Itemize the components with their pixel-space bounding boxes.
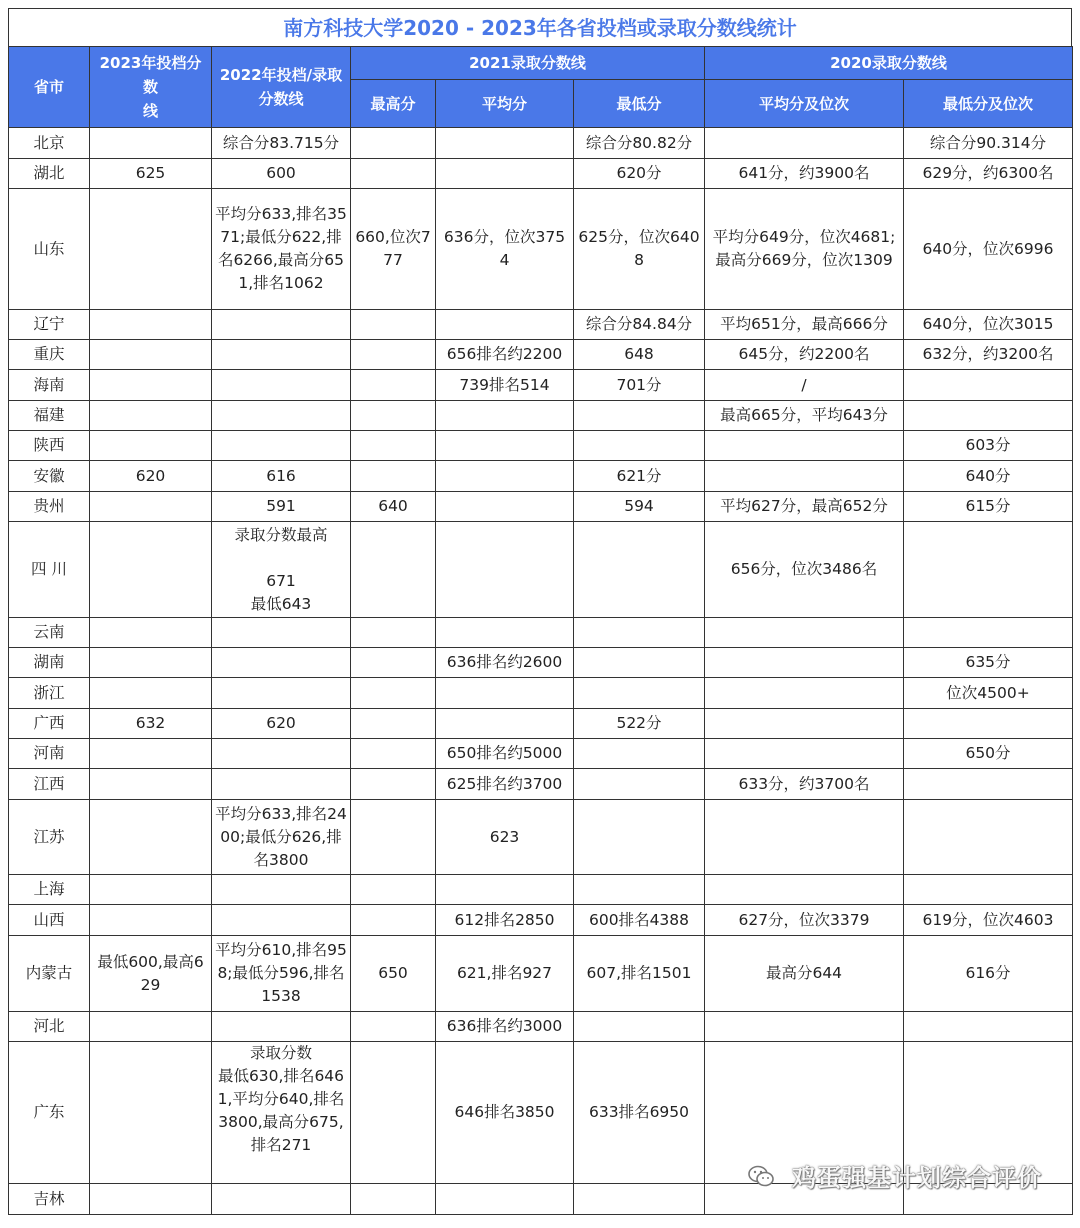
cell-2021-max bbox=[351, 128, 436, 159]
cell-2020-avg bbox=[705, 678, 904, 709]
cell-2020-min: 635分 bbox=[904, 648, 1073, 678]
cell-2021-max bbox=[351, 461, 436, 492]
cell-2020-min: 619分，位次4603 bbox=[904, 905, 1073, 936]
cell-2021-min: 522分 bbox=[574, 709, 705, 739]
cell-2021-min: 综合分80.82分 bbox=[574, 128, 705, 159]
cell-2021-min: 607,排名1501 bbox=[574, 936, 705, 1012]
cell-province: 陕西 bbox=[9, 431, 90, 461]
cell-2023 bbox=[90, 492, 212, 522]
cell-2022: 平均分633,排名2400;最低分626,排名3800 bbox=[212, 800, 351, 875]
table-row bbox=[9, 340, 1073, 370]
table-row bbox=[9, 800, 1073, 875]
cell-2021-avg: 636排名约2600 bbox=[436, 648, 574, 678]
cell-2021-avg bbox=[436, 709, 574, 739]
cell-2020-avg bbox=[705, 1012, 904, 1042]
cell-2020-avg: 平均分649分，位次4681;最高分669分，位次1309 bbox=[705, 189, 904, 310]
cell-2021-min bbox=[574, 648, 705, 678]
cell-2020-avg: 最高665分，平均643分 bbox=[705, 401, 904, 431]
cell-2021-max bbox=[351, 431, 436, 461]
cell-2021-max bbox=[351, 340, 436, 370]
cell-2020-avg: 最高分644 bbox=[705, 936, 904, 1012]
cell-2021-min bbox=[574, 769, 705, 800]
cell-2021-max bbox=[351, 522, 436, 618]
cell-2020-min: 632分，约3200名 bbox=[904, 340, 1073, 370]
cell-2023 bbox=[90, 739, 212, 769]
cell-province: 广西 bbox=[9, 709, 90, 739]
cell-2022 bbox=[212, 905, 351, 936]
cell-province: 海南 bbox=[9, 370, 90, 401]
cell-province: 上海 bbox=[9, 875, 90, 905]
table-row bbox=[9, 1012, 1073, 1042]
table-row bbox=[9, 905, 1073, 936]
cell-2020-min: 640分，位次3015 bbox=[904, 310, 1073, 340]
cell-2022 bbox=[212, 875, 351, 905]
cell-2021-min bbox=[574, 739, 705, 769]
cell-province: 河北 bbox=[9, 1012, 90, 1042]
cell-2021-avg bbox=[436, 310, 574, 340]
cell-province: 山西 bbox=[9, 905, 90, 936]
cell-2020-avg: 平均627分，最高652分 bbox=[705, 492, 904, 522]
cell-2021-max bbox=[351, 648, 436, 678]
table-row bbox=[9, 739, 1073, 769]
cell-2020-avg bbox=[705, 875, 904, 905]
cell-province: 浙江 bbox=[9, 678, 90, 709]
cell-2022: 平均分610,排名958;最低分596,排名1538 bbox=[212, 936, 351, 1012]
cell-2023 bbox=[90, 678, 212, 709]
cell-2021-min: 600排名4388 bbox=[574, 905, 705, 936]
cell-2021-avg bbox=[436, 128, 574, 159]
cell-2021-max: 650 bbox=[351, 936, 436, 1012]
cell-province: 吉林 bbox=[9, 1184, 90, 1215]
cell-province: 山东 bbox=[9, 189, 90, 310]
cell-province: 江西 bbox=[9, 769, 90, 800]
cell-2022: 平均分633,排名3571;最低分622,排名6266,最高分651,排名1062 bbox=[212, 189, 351, 310]
table-row bbox=[9, 522, 1073, 618]
cell-2021-avg: 625排名约3700 bbox=[436, 769, 574, 800]
header-province: 省市 bbox=[9, 47, 90, 128]
cell-2020-avg: 645分，约2200名 bbox=[705, 340, 904, 370]
cell-2021-min bbox=[574, 401, 705, 431]
cell-2022 bbox=[212, 648, 351, 678]
cell-2021-max bbox=[351, 1012, 436, 1042]
cell-2023: 625 bbox=[90, 159, 212, 189]
cell-2020-min: 616分 bbox=[904, 936, 1073, 1012]
header-2022: 2022年投档/录取分数线 bbox=[212, 47, 351, 128]
table-row bbox=[9, 936, 1073, 1012]
cell-2020-avg: 656分，位次3486名 bbox=[705, 522, 904, 618]
cell-2022: 综合分83.715分 bbox=[212, 128, 351, 159]
table-row bbox=[9, 370, 1073, 401]
cell-2020-min bbox=[904, 401, 1073, 431]
cell-2023 bbox=[90, 648, 212, 678]
cell-2020-min bbox=[904, 522, 1073, 618]
table-row bbox=[9, 310, 1073, 340]
cell-2021-max bbox=[351, 401, 436, 431]
cell-2023 bbox=[90, 431, 212, 461]
header-2021-avg: 平均分 bbox=[436, 80, 574, 128]
cell-2021-max bbox=[351, 769, 436, 800]
cell-2023 bbox=[90, 618, 212, 648]
cell-province: 贵州 bbox=[9, 492, 90, 522]
header-2021-max: 最高分 bbox=[351, 80, 436, 128]
cell-2023: 632 bbox=[90, 709, 212, 739]
cell-2023 bbox=[90, 905, 212, 936]
cell-2022 bbox=[212, 370, 351, 401]
cell-2020-avg: 平均651分，最高666分 bbox=[705, 310, 904, 340]
cell-2021-min: 621分 bbox=[574, 461, 705, 492]
cell-2021-max: 640 bbox=[351, 492, 436, 522]
cell-2021-avg: 650排名约5000 bbox=[436, 739, 574, 769]
cell-2021-avg bbox=[436, 875, 574, 905]
score-table-container bbox=[8, 8, 1072, 1215]
table-row bbox=[9, 401, 1073, 431]
cell-province: 湖北 bbox=[9, 159, 90, 189]
cell-2021-max bbox=[351, 618, 436, 648]
cell-2021-avg bbox=[436, 159, 574, 189]
cell-2020-min bbox=[904, 709, 1073, 739]
cell-2020-min bbox=[904, 769, 1073, 800]
cell-2021-min bbox=[574, 678, 705, 709]
cell-2023 bbox=[90, 800, 212, 875]
cell-province: 广东 bbox=[9, 1042, 90, 1184]
cell-2022: 录取分数 最低630,排名6461,平均分640,排名3800,最高分675,排名271 bbox=[212, 1042, 351, 1184]
cell-2023 bbox=[90, 875, 212, 905]
cell-2023 bbox=[90, 310, 212, 340]
cell-2020-min bbox=[904, 370, 1073, 401]
cell-2021-avg bbox=[436, 461, 574, 492]
cell-2021-min: 701分 bbox=[574, 370, 705, 401]
cell-2021-avg: 621,排名927 bbox=[436, 936, 574, 1012]
cell-2020-avg bbox=[705, 800, 904, 875]
cell-2020-min bbox=[904, 800, 1073, 875]
table-row bbox=[9, 678, 1073, 709]
cell-2021-min: 综合分84.84分 bbox=[574, 310, 705, 340]
cell-2020-min: 603分 bbox=[904, 431, 1073, 461]
cell-2021-min bbox=[574, 1012, 705, 1042]
cell-2021-max bbox=[351, 678, 436, 709]
table-row bbox=[9, 461, 1073, 492]
cell-2020-avg bbox=[705, 709, 904, 739]
cell-2021-min bbox=[574, 875, 705, 905]
cell-2023: 620 bbox=[90, 461, 212, 492]
cell-2023 bbox=[90, 189, 212, 310]
cell-2020-avg bbox=[705, 461, 904, 492]
cell-2021-min bbox=[574, 800, 705, 875]
cell-2020-avg: 627分，位次3379 bbox=[705, 905, 904, 936]
cell-2021-avg bbox=[436, 618, 574, 648]
cell-province: 内蒙古 bbox=[9, 936, 90, 1012]
cell-2021-max bbox=[351, 1184, 436, 1215]
cell-2020-avg bbox=[705, 739, 904, 769]
cell-2022: 616 bbox=[212, 461, 351, 492]
cell-2021-avg: 656排名约2200 bbox=[436, 340, 574, 370]
cell-2021-min bbox=[574, 618, 705, 648]
header-2021-min: 最低分 bbox=[574, 80, 705, 128]
cell-2020-avg: / bbox=[705, 370, 904, 401]
table-row bbox=[9, 189, 1073, 310]
cell-2021-avg: 636排名约3000 bbox=[436, 1012, 574, 1042]
header-2020-min: 最低分及位次 bbox=[904, 80, 1073, 128]
cell-2021-max bbox=[351, 1042, 436, 1184]
table-row bbox=[9, 492, 1073, 522]
cell-2022 bbox=[212, 401, 351, 431]
cell-2021-max bbox=[351, 310, 436, 340]
cell-2022 bbox=[212, 340, 351, 370]
cell-2020-min: 650分 bbox=[904, 739, 1073, 769]
table-row bbox=[9, 159, 1073, 189]
cell-2021-avg: 646排名3850 bbox=[436, 1042, 574, 1184]
cell-2022 bbox=[212, 1012, 351, 1042]
cell-2020-min bbox=[904, 1012, 1073, 1042]
cell-province: 北京 bbox=[9, 128, 90, 159]
cell-province: 重庆 bbox=[9, 340, 90, 370]
table-row bbox=[9, 128, 1073, 159]
cell-2020-avg bbox=[705, 431, 904, 461]
cell-2020-min: 位次4500+ bbox=[904, 678, 1073, 709]
cell-2021-max bbox=[351, 800, 436, 875]
cell-2023 bbox=[90, 1184, 212, 1215]
cell-2020-min: 629分，约6300名 bbox=[904, 159, 1073, 189]
cell-2020-min: 综合分90.314分 bbox=[904, 128, 1073, 159]
score-table bbox=[8, 46, 1073, 1215]
cell-2022 bbox=[212, 310, 351, 340]
cell-2022 bbox=[212, 431, 351, 461]
cell-2020-min bbox=[904, 618, 1073, 648]
cell-2022: 620 bbox=[212, 709, 351, 739]
cell-2022: 591 bbox=[212, 492, 351, 522]
cell-2021-min: 633排名6950 bbox=[574, 1042, 705, 1184]
cell-2021-max bbox=[351, 709, 436, 739]
table-row bbox=[9, 648, 1073, 678]
cell-2020-avg: 633分，约3700名 bbox=[705, 769, 904, 800]
cell-2021-avg bbox=[436, 431, 574, 461]
cell-2021-max bbox=[351, 370, 436, 401]
cell-2021-avg: 623 bbox=[436, 800, 574, 875]
cell-2021-min: 594 bbox=[574, 492, 705, 522]
table-title: 南方科技大学2020 - 2023年各省投档或录取分数线统计 bbox=[8, 8, 1072, 46]
cell-2021-avg bbox=[436, 492, 574, 522]
cell-2021-max bbox=[351, 159, 436, 189]
cell-2021-min bbox=[574, 1184, 705, 1215]
cell-2022 bbox=[212, 1184, 351, 1215]
cell-2023 bbox=[90, 1012, 212, 1042]
cell-2022: 录取分数最高 671 最低643 bbox=[212, 522, 351, 618]
cell-2021-avg: 636分，位次3754 bbox=[436, 189, 574, 310]
cell-2023 bbox=[90, 769, 212, 800]
cell-2023 bbox=[90, 1042, 212, 1184]
cell-2020-avg bbox=[705, 128, 904, 159]
cell-2021-min: 648 bbox=[574, 340, 705, 370]
cell-2021-avg bbox=[436, 522, 574, 618]
cell-2023 bbox=[90, 340, 212, 370]
cell-2021-min bbox=[574, 431, 705, 461]
header-2020-avg: 平均分及位次 bbox=[705, 80, 904, 128]
cell-2021-min: 625分，位次6408 bbox=[574, 189, 705, 310]
cell-2021-avg: 612排名2850 bbox=[436, 905, 574, 936]
cell-2023: 最低600,最高629 bbox=[90, 936, 212, 1012]
cell-2022: 600 bbox=[212, 159, 351, 189]
cell-2023 bbox=[90, 522, 212, 618]
cell-2020-min: 640分，位次6996 bbox=[904, 189, 1073, 310]
header-2021: 2021录取分数线 bbox=[351, 47, 705, 80]
cell-2021-min: 620分 bbox=[574, 159, 705, 189]
cell-2021-avg: 739排名514 bbox=[436, 370, 574, 401]
cell-2023 bbox=[90, 128, 212, 159]
watermark bbox=[747, 1158, 1042, 1194]
cell-province: 辽宁 bbox=[9, 310, 90, 340]
cell-2022 bbox=[212, 618, 351, 648]
table-row bbox=[9, 431, 1073, 461]
table-row bbox=[9, 618, 1073, 648]
cell-province: 云南 bbox=[9, 618, 90, 648]
watermark-text: 鸡蛋强基计划综合评价 bbox=[792, 1164, 1042, 1192]
cell-2021-max: 660,位次777 bbox=[351, 189, 436, 310]
cell-2021-avg bbox=[436, 401, 574, 431]
cell-2021-max bbox=[351, 739, 436, 769]
cell-2022 bbox=[212, 678, 351, 709]
cell-2022 bbox=[212, 739, 351, 769]
cell-2020-avg bbox=[705, 618, 904, 648]
cell-province: 福建 bbox=[9, 401, 90, 431]
header-2023: 2023年投档分数 线 bbox=[90, 47, 212, 128]
table-row bbox=[9, 875, 1073, 905]
cell-province: 河南 bbox=[9, 739, 90, 769]
table-row bbox=[9, 709, 1073, 739]
cell-2020-min: 615分 bbox=[904, 492, 1073, 522]
cell-2021-max bbox=[351, 875, 436, 905]
cell-2020-min: 640分 bbox=[904, 461, 1073, 492]
table-row bbox=[9, 769, 1073, 800]
cell-province: 江苏 bbox=[9, 800, 90, 875]
cell-2022 bbox=[212, 769, 351, 800]
cell-2023 bbox=[90, 370, 212, 401]
cell-2020-avg: 641分，约3900名 bbox=[705, 159, 904, 189]
cell-province: 四 川 bbox=[9, 522, 90, 618]
cell-2021-min bbox=[574, 522, 705, 618]
cell-2023 bbox=[90, 401, 212, 431]
cell-province: 安徽 bbox=[9, 461, 90, 492]
header-2020: 2020录取分数线 bbox=[705, 47, 1073, 80]
cell-province: 湖南 bbox=[9, 648, 90, 678]
cell-2021-avg bbox=[436, 678, 574, 709]
wechat-icon bbox=[747, 1164, 775, 1194]
cell-2020-avg bbox=[705, 648, 904, 678]
cell-2020-min bbox=[904, 875, 1073, 905]
cell-2021-avg bbox=[436, 1184, 574, 1215]
cell-2021-max bbox=[351, 905, 436, 936]
